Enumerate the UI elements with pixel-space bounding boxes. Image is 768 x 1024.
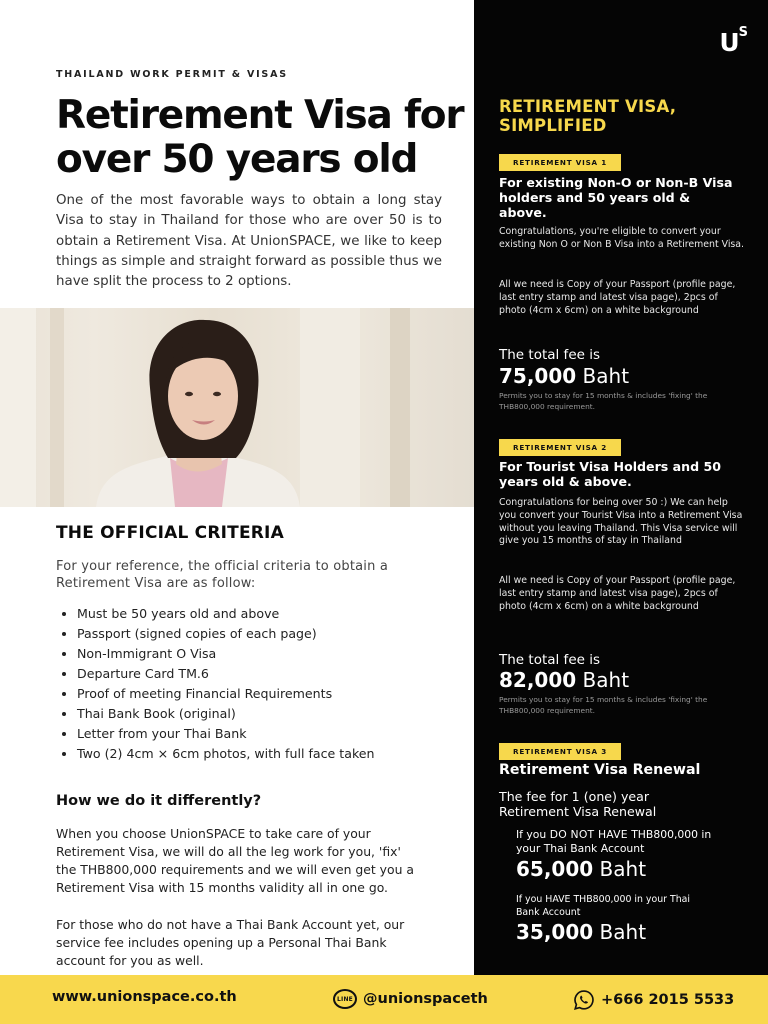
intro-paragraph: One of the most favorable ways to obtain a long stay Visa to stay in Thailand for those who are over 50 is to obtain a Retirement Visa. At UnionSPACE, we like to keep things as simple and straight forward as possible thus we have split the process to 2 options. (56, 193, 442, 290)
list-item: Must be 50 years old and above (60, 604, 375, 624)
list-item: Two (2) 4cm × 6cm photos, with full face taken (60, 744, 375, 764)
option-3-title: Retirement Visa Renewal (499, 762, 701, 778)
person-illustration (0, 308, 474, 507)
renewal-no-balance-text: If you DO NOT HAVE THB800,000 in your Thai Bank Account (516, 828, 712, 855)
line-chat-icon: LINE (333, 989, 357, 1009)
footer (0, 975, 768, 1024)
list-item: Thai Bank Book (original) (60, 704, 375, 724)
option-2-fee: 82,000 Baht (499, 668, 630, 692)
how-paragraph-2: For those who do not have a Thai Bank Account yet, our service fee includes opening up a Personal Thai Bank account for you as well. (56, 917, 405, 968)
option-1-fee: 75,000 Baht (499, 364, 630, 388)
option-1-fine-print: Permits you to stay for 15 months & includes 'fixing' the THB800,000 requirement. (499, 391, 708, 411)
phone-number: +666 2015 5533 (601, 992, 735, 1008)
criteria-title: THE OFFICIAL CRITERIA (56, 523, 284, 543)
option-1-needs: All we need is Copy of your Passport (profile page, last entry stamp and latest visa page), 2pcs of photo (4cm x 6cm) on a white background (499, 279, 736, 316)
option-1-tag: RETIREMENT VISA 1 (499, 154, 621, 171)
how-title: How we do it differently? (56, 793, 262, 809)
whatsapp-icon (573, 989, 595, 1011)
option-2-fee-label: The total fee is (499, 652, 600, 668)
option-2-title: For Tourist Visa Holders and 50 years old & above. (499, 459, 722, 489)
renewal-no-balance-fee: 65,000 Baht (516, 857, 647, 881)
unionspace-logo: $U^S$ (719, 24, 747, 57)
list-item: Letter from your Thai Bank (60, 724, 375, 744)
option-2-fine-print: Permits you to stay for 15 months & includes 'fixing' the THB800,000 requirement. (499, 695, 708, 715)
option-1-title: For existing Non-O or Non-B Visa holders and 50 years old & above. (499, 175, 733, 220)
how-paragraph-1: When you choose UnionSPACE to take care of your Retirement Visa, we will do all the leg work for you, 'fix' the THB800,000 requirements and we will even get you a Retirement Visa with 15 months validity all in one go. (56, 826, 414, 895)
page-title (56, 94, 466, 182)
option-3-tag: RETIREMENT VISA 3 (499, 743, 621, 760)
option-1-fee-label: The total fee is (499, 347, 600, 363)
title-line-1: Retirement Visa for (56, 93, 464, 138)
option-3-subtitle: The fee for 1 (one) year Retirement Visa Renewal (499, 789, 657, 819)
pricing-panel (474, 0, 768, 975)
line-contact[interactable] (333, 989, 488, 1009)
eyebrow: THAILAND WORK PERMIT & VISAS (56, 69, 288, 80)
list-item: Proof of meeting Financial Requirements (60, 684, 375, 704)
website-link[interactable]: www.unionspace.co.th (52, 989, 237, 1005)
criteria-intro: For your reference, the official criteria to obtain a Retirement Visa are as follow: (56, 559, 389, 591)
line-handle: @unionspaceth (363, 991, 488, 1007)
list-item: Passport (signed copies of each page) (60, 624, 375, 644)
option-2-tag: RETIREMENT VISA 2 (499, 439, 621, 456)
option-2-desc: Congratulations for being over 50 :) We can help you convert your Tourist Visa into a Retirement Visa without you leaving Thailand. This Visa service will give you 15 months of stay in Thailand (499, 497, 743, 547)
criteria-list (60, 604, 375, 764)
renewal-with-balance-text: If you HAVE THB800,000 in your Thai Bank Account (516, 894, 691, 918)
option-2-needs: All we need is Copy of your Passport (profile page, last entry stamp and latest visa page), 2pcs of photo (4cm x 6cm) on a white background (499, 575, 736, 612)
list-item: Non-Immigrant O Visa (60, 644, 375, 664)
option-1-desc: Congratulations, you're eligible to convert your existing Non O or Non B Visa into a Retirement Visa. (499, 226, 745, 250)
title-line-2: over 50 years old (56, 137, 418, 182)
portrait-photo (0, 308, 474, 507)
list-item: Departure Card TM.6 (60, 664, 375, 684)
renewal-with-balance-fee: 35,000 Baht (516, 920, 647, 944)
phone-contact[interactable] (573, 989, 734, 1011)
panel-title: RETIREMENT VISA, SIMPLIFIED (499, 97, 677, 135)
